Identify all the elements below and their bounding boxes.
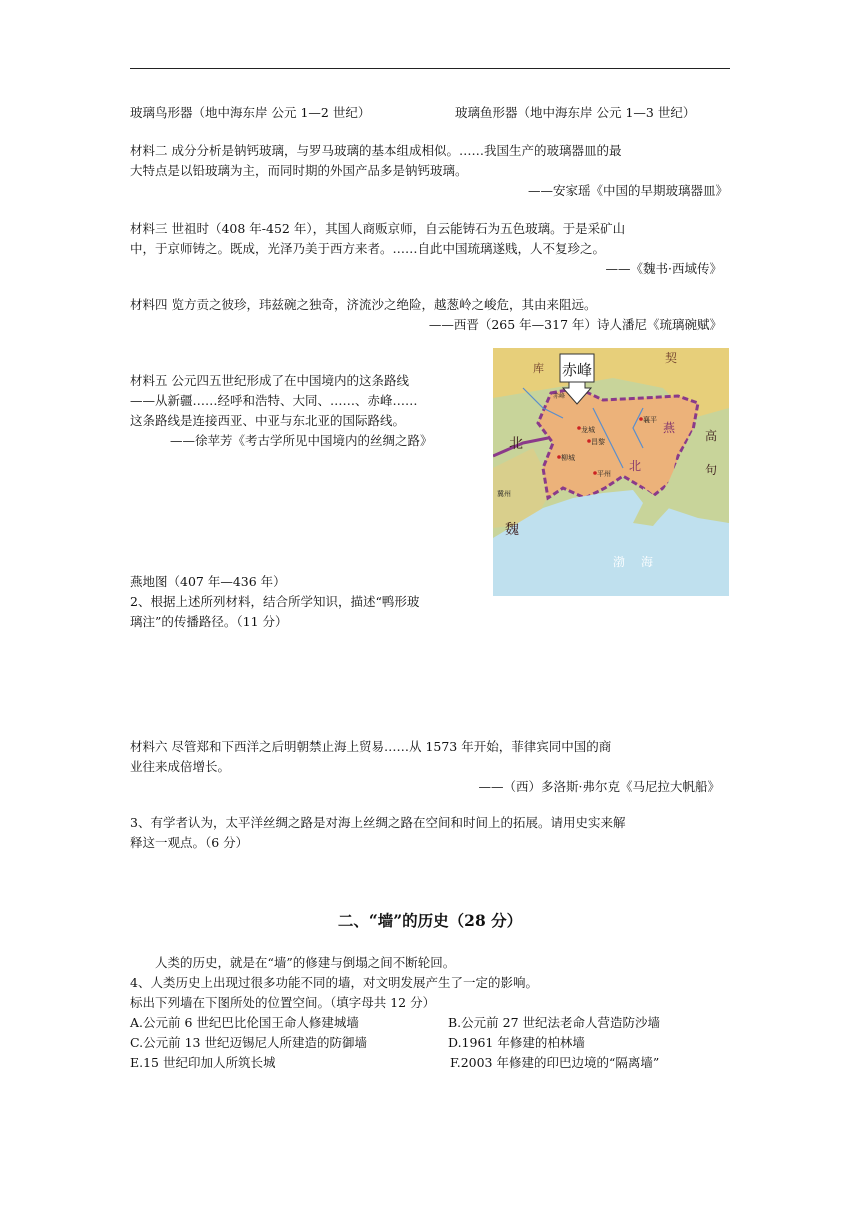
material5-line3: 这条路线是连接西亚、中亚与东北亚的国际路线。: [130, 413, 406, 428]
bird-glass-caption: 玻璃鸟形器（地中海东岸 公元 1—2 世纪）: [130, 105, 371, 120]
material3-line2: 中，于京师铸之。既成，光泽乃美于西方来者。……自此中国琉璃遂贱，人不复珍之。: [130, 241, 606, 256]
map-city-jizhou: 冀州: [497, 490, 511, 498]
material3-source: ——《魏书·西域传》: [605, 261, 722, 276]
material5-line1: 材料五 公元四五世纪形成了在中国境内的这条路线: [130, 373, 409, 388]
material2-line1: 材料二 成分分析是钠钙玻璃，与罗马玻璃的基本组成相似。……我国生产的玻璃器皿的最: [130, 143, 622, 158]
header-rule: [130, 68, 730, 69]
map-city-changli: 昌黎: [591, 438, 605, 446]
material4-line1: 材料四 览方贡之彼珍，玮兹碗之独奇，济流沙之绝险，越葱岭之峻危，其由来阻远。: [130, 297, 597, 312]
map-label-bei1: 北: [509, 436, 523, 452]
material6-line2: 业往来成倍增长。: [130, 759, 231, 774]
option-a: A.公元前 6 世纪巴比伦国王命人修建城墙: [130, 1015, 359, 1030]
material5-source: ——徐苹芳《考古学所见中国境内的丝绸之路》: [170, 433, 433, 448]
question4-instruction: 标出下列墙在下图所处的位置空间。（填字母共 12 分）: [130, 995, 436, 1010]
material2-source: ——安家瑶《中国的早期玻璃器皿》: [527, 183, 728, 198]
section2-intro: 人类的历史，就是在“墙”的修建与倒塌之间不断轮回。: [155, 955, 456, 970]
map-label-ku: 库: [533, 362, 544, 375]
map-label-hai: 海: [641, 555, 654, 569]
material4-source: ——西晋（265 年—317 年）诗人潘尼《琉璃碗赋》: [428, 317, 722, 332]
question4: 4、人类历史上出现过很多功能不同的墙，对文明发展产生了一定的影响。: [130, 975, 538, 990]
map-label-wei: 魏: [505, 522, 519, 538]
map-label-bei2: 北: [629, 459, 642, 473]
map-label-qi: 契: [665, 351, 678, 365]
fish-glass-caption: 玻璃鱼形器（地中海东岸 公元 1—3 世纪）: [455, 105, 696, 120]
option-c: C.公元前 13 世纪迈锡尼人所建造的防御墙: [130, 1035, 367, 1050]
question3-line1: 3、有学者认为，太平洋丝绸之路是对海上丝绸之路在空间和时间上的拓展。请用史实来解: [130, 815, 626, 830]
option-e: E.15 世纪印加人所筑长城: [130, 1055, 276, 1070]
map-caption: 燕地图（407 年—436 年）: [130, 574, 286, 589]
question3-line2: 释这一观点。（6 分）: [130, 835, 249, 850]
option-b: B.公元前 27 世纪法老命人营造防沙墙: [448, 1015, 661, 1030]
material5-line2: ——从新疆……经呼和浩特、大同、……、赤峰……: [130, 393, 418, 408]
map-label-gao: 高: [705, 429, 718, 443]
map-city-liucheng: 柳城: [561, 454, 575, 462]
material6-line1: 材料六 尽管郑和下西洋之后明朝禁止海上贸易……从 1573 年开始，菲律宾同中国的商: [130, 739, 612, 754]
map-city-longcheng: 龙城: [581, 426, 595, 434]
map-city-chifeng: 赤峰: [553, 393, 566, 400]
option-f: F.2003 年修建的印巴边境的“隔离墙”: [450, 1055, 660, 1070]
map-callout: 赤峰: [561, 361, 593, 379]
option-d: D.1961 年修建的柏林墙: [448, 1035, 585, 1050]
material6-source: ——（西）多洛斯·弗尔克《马尼拉大帆船》: [478, 779, 720, 794]
yan-map: [493, 348, 729, 596]
section2-title: 二、“墙”的历史（28 分）: [337, 911, 523, 930]
map-label-bo: 渤: [613, 555, 626, 569]
material3-line1: 材料三 世祖时（408 年-452 年），其国人商贩京师，自云能铸石为五色玻璃。于是采矿山: [130, 221, 626, 236]
map-label-yan: 燕: [663, 421, 676, 435]
map-city-xiangping: 襄平: [643, 416, 657, 424]
question2-line1: 2、根据上述所列材料，结合所学知识，描述“鸭形玻: [130, 594, 420, 609]
question2-line2: 璃注”的传播路径。（11 分）: [130, 614, 288, 629]
map-label-gou: 句: [705, 463, 718, 477]
material2-line2: 大特点是以铅玻璃为主，而同时期的外国产品多是钠钙玻璃。: [130, 163, 468, 178]
map-city-pingzhou: 平州: [597, 470, 611, 478]
